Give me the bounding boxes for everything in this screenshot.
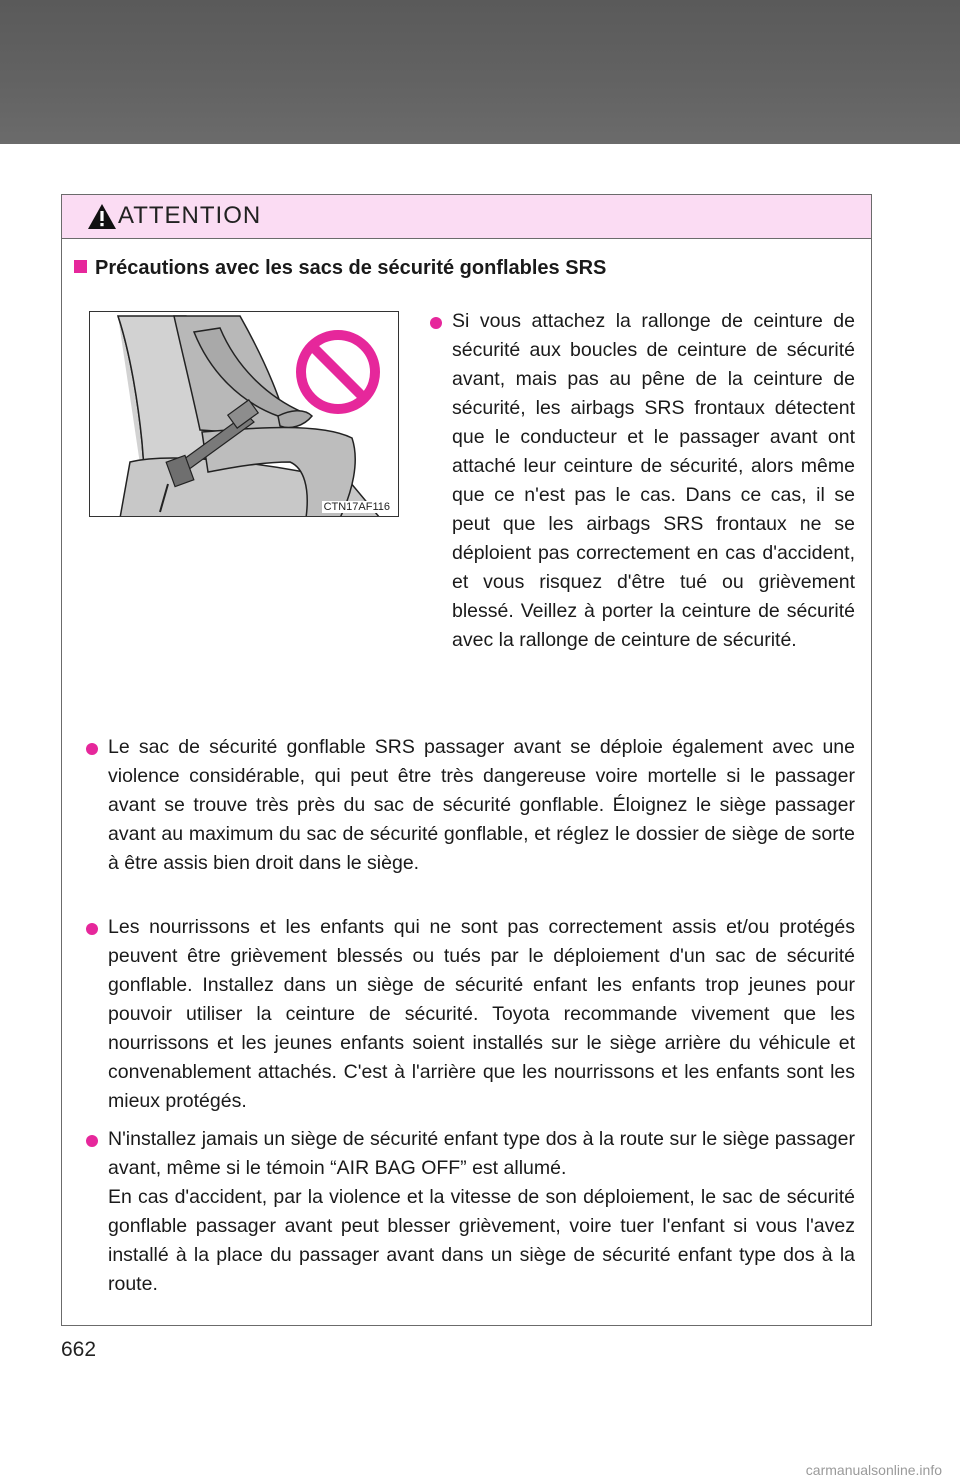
bullet-icon <box>430 317 442 329</box>
bullet-paragraph-1: Si vous attachez la rallonge de ceinture de sécurité aux boucles de ceinture de sécurité avant, mais pas au pêne de la ceinture de sécurité, les airbags SRS frontaux détectent que le conducteur et le passager avant ont attaché leur ceinture de sécurité, alors même que ce n'est pas le cas. Dans ce cas, il se peut que les airbags SRS frontaux ne se déploient pas correctement en cas d'accident, et vous risquez d'être tué ou grièvement blessé. Veillez à porter la ceinture de sécurité avec la rallonge de ceinture de sécurité. <box>452 310 855 651</box>
square-bullet-icon <box>74 260 87 273</box>
warning-header <box>62 195 871 239</box>
bullet-icon <box>86 743 98 755</box>
bullet-4-line-2: En cas d'accident, par la violence et la vitesse de son déploiement, le sac de sécurité gonflable passager avant peut blesser grièvement, voire tuer l'enfant si vous l'avez installé à la place du passager avant dans un siège de sécurité enfant type dos à la route. <box>108 1186 855 1295</box>
header-band <box>0 0 960 144</box>
page-number: 662 <box>61 1338 97 1361</box>
warning-triangle-icon <box>87 203 117 230</box>
seat-belt-illustration <box>90 312 399 517</box>
bullet-icon <box>86 1135 98 1147</box>
watermark: carmanualsonline.info <box>805 1462 942 1478</box>
figure-caption: CTN17AF116 <box>323 501 390 513</box>
section-heading <box>74 257 606 280</box>
warning-title: ATTENTION <box>118 202 262 229</box>
bullet-paragraph-4 <box>108 1125 855 1299</box>
bullet-icon <box>86 923 98 935</box>
section-heading-text: Précautions avec les sacs de sécurité gonflables SRS <box>95 257 607 279</box>
warning-box <box>61 194 872 1326</box>
illustration-figure <box>89 311 399 517</box>
bullet-4-line-1: N'installez jamais un siège de sécurité enfant type dos à la route sur le siège passager avant, même si le témoin “AIR BAG OFF” est allumé. <box>108 1128 855 1179</box>
bullet-paragraph-3: Les nourrissons et les enfants qui ne sont pas correctement assis et/ou protégés peuvent être grièvement blessés ou tués par le déploiement d'un sac de sécurité gonflable. Installez dans un siège de sécurité enfant les enfants trop jeunes pour pouvoir utiliser la ceinture de sécurité. Toyota recommande vivement que les nourrissons et les jeunes enfants soient installés sur le siège arrière du véhicule et convenablement attachés. C'est à l'arrière que les nourrissons et les enfants sont les mieux protégés. <box>108 916 855 1112</box>
bullet-paragraph-2: Le sac de sécurité gonflable SRS passager avant se déploie également avec une violence considérable, qui peut être très dangereuse voire mortelle si le passager avant se trouve très près du sac de sécurité gonflable. Éloignez le siège passager avant au maximum du sac de sécurité gonflable, et réglez le dossier de siège de sorte à être assis bien droit dans le siège. <box>108 736 855 874</box>
